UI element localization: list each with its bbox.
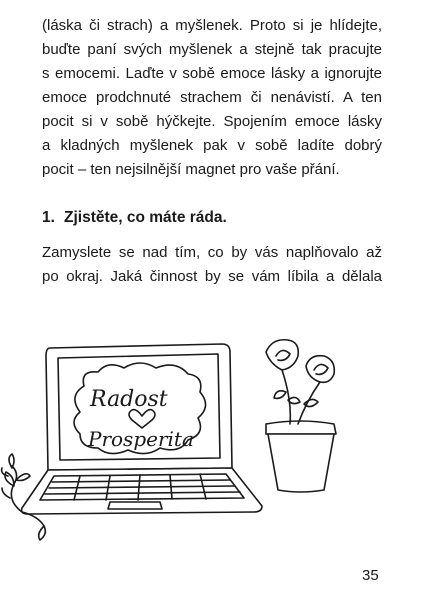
section-heading: [42, 206, 227, 230]
paragraph-line: s emocemi. Laďte v sobě emoce lásky a ignorujte: [42, 65, 382, 82]
body-paragraph-1: [42, 14, 382, 182]
section-number: 1.: [42, 209, 55, 226]
screen-word-prosperita: Prosperita: [88, 427, 194, 451]
paragraph-line: pocit si v sobě hýčkejte. Spojením emoce lásky: [42, 113, 382, 130]
paragraph-line: a kladných myšlenek pak v sobě ladíte dobrý: [42, 137, 382, 154]
paragraph-line: Zamyslete se nad tím, co by vás naplňovalo až: [42, 244, 382, 261]
page-number: 35: [362, 567, 379, 584]
paragraph-line: po okraj. Jaká činnost by se vám líbila a dělala: [42, 268, 382, 285]
paragraph-line: pocit – ten nejsilnější magnet pro vaše přání.: [42, 161, 340, 178]
body-paragraph-2: [42, 241, 382, 289]
potted-roses-icon: [266, 340, 336, 492]
paragraph-line: (láska či strach) a myšlenek. Proto si je hlídejte,: [42, 17, 382, 34]
section-title: Zjistěte, co máte ráda.: [64, 209, 227, 226]
laptop-flowers-illustration: [0, 330, 424, 570]
paragraph-line: emoce prodchnuté strachem či nenávistí. A ten: [42, 89, 382, 106]
paragraph-line: buďte paní svých myšlenek a stejně tak pracujte: [42, 41, 382, 58]
screen-word-radost: Radost: [90, 387, 168, 412]
